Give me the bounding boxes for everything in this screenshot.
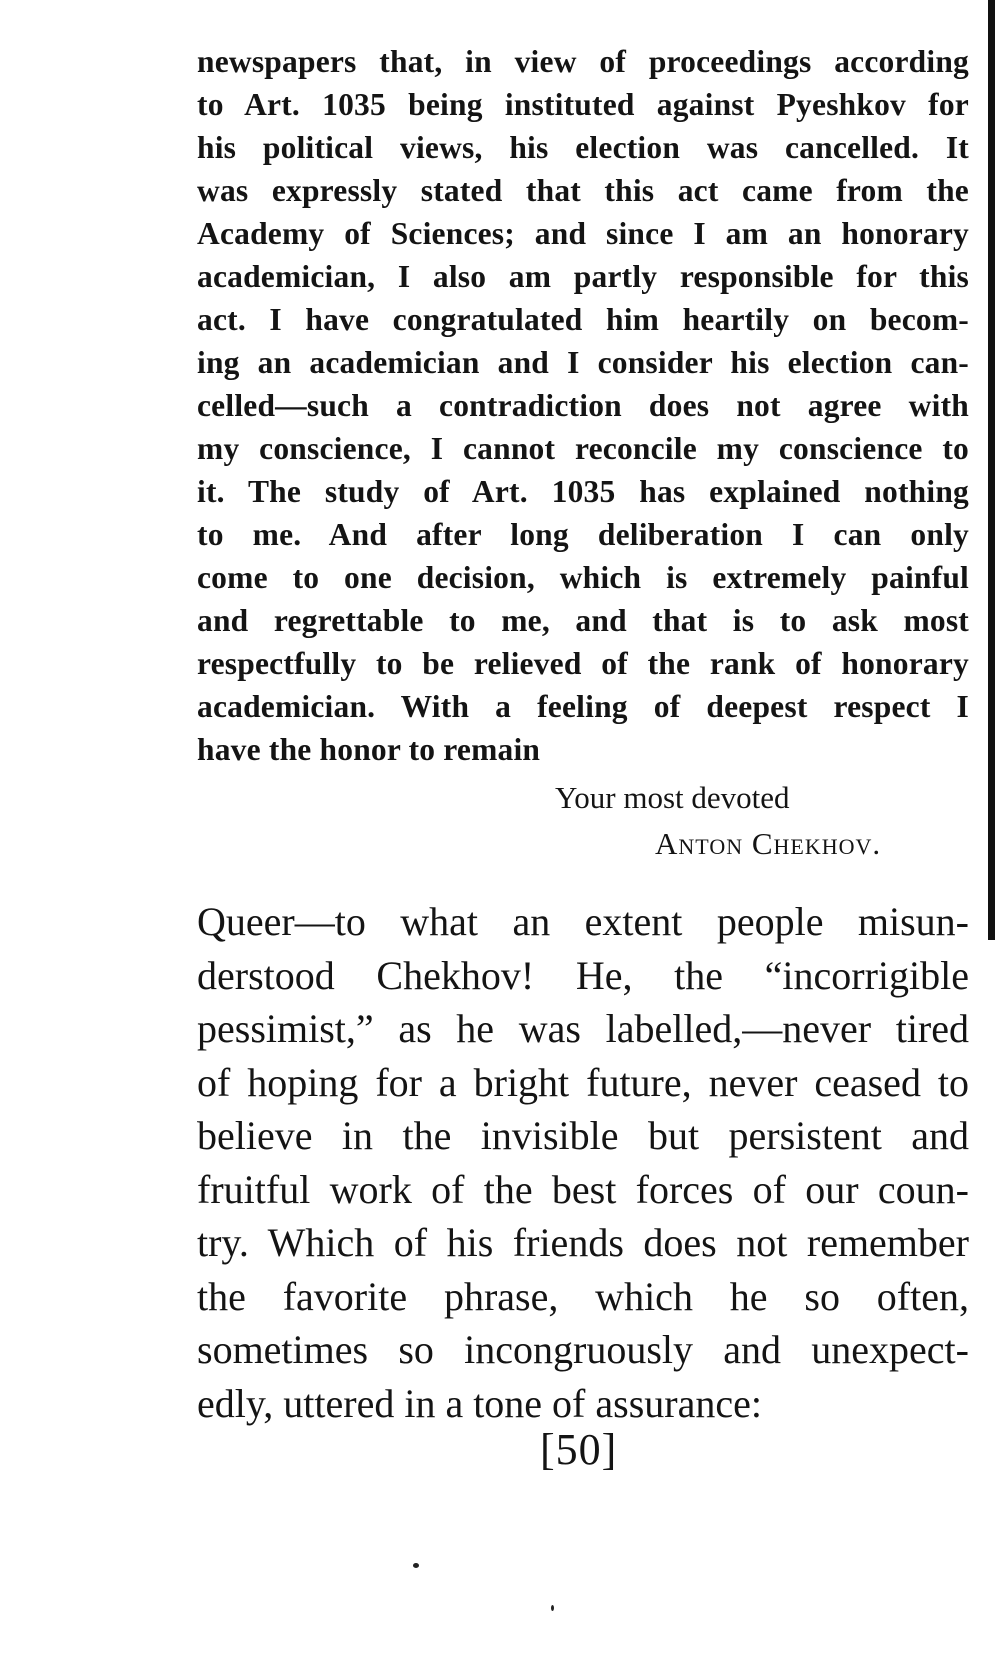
paragraph-line: believe in the invisible but persistent and [197,1113,969,1158]
letter-line: my conscience, I cannot reconcile my conscience to [197,431,969,466]
letter-line: academician, I also am partly responsible for this [197,259,969,294]
letter-text [197,40,969,771]
letter-line: to Art. 1035 being instituted against Pyeshkov for [197,87,969,122]
letter-line: to me. And after long deliberation I can only [197,517,969,552]
paragraph-line: of hoping for a bright future, never ceased to [197,1059,969,1105]
paragraph-line: derstood Chekhov! He, the “incorrigible [197,952,969,998]
letter-line: newspapers that, in view of proceedings according [197,44,969,79]
page-edge-shadow [988,0,995,940]
letter-line: academician. With a feeling of deepest respect I [197,689,969,724]
letter-line: have the honor to remain [197,732,541,767]
paragraph-line: Queer—to what an extent people misun- [197,899,969,944]
letter-line: it. The study of Art. 1035 has explained nothing [197,474,969,509]
paragraph-line: pessimist,” as he was labelled,—never tired [197,1006,969,1051]
scan-speck [413,1563,419,1568]
letter-line: respectfully to be relieved of the rank of honorary [197,646,969,681]
scan-speck [551,1605,554,1611]
paragraph-line: try. Which of his friends does not remember [197,1220,969,1265]
paragraph-line: fruitful work of the best forces of our coun- [197,1166,969,1212]
paragraph-line: sometimes so incongruously and unexpect- [197,1327,969,1372]
letter-closing: Your most devoted [555,780,790,815]
letter-line: come to one decision, which is extremely painful [197,560,969,595]
letter-line: was expressly stated that this act came from the [197,173,969,208]
letter-line: act. I have congratulated him heartily on becom- [197,302,969,337]
letter-line: celled—such a contradiction does not agree with [197,388,969,423]
commentary-paragraph [197,895,969,1430]
paragraph-line: the favorite phrase, which he so often, [197,1273,969,1319]
letter-line: ing an academician and I consider his election can- [197,345,969,380]
letter-line: and regrettable to me, and that is to ask most [197,603,969,638]
letter-signature: Anton Chekhov. [655,826,882,861]
letter-line: his political views, his election was cancelled. It [197,130,969,165]
page-number: [50] [540,1425,618,1474]
letter-line: Academy of Sciences; and since I am an honorary [197,216,969,251]
paragraph-line: edly, uttered in a tone of assurance: [197,1380,762,1426]
